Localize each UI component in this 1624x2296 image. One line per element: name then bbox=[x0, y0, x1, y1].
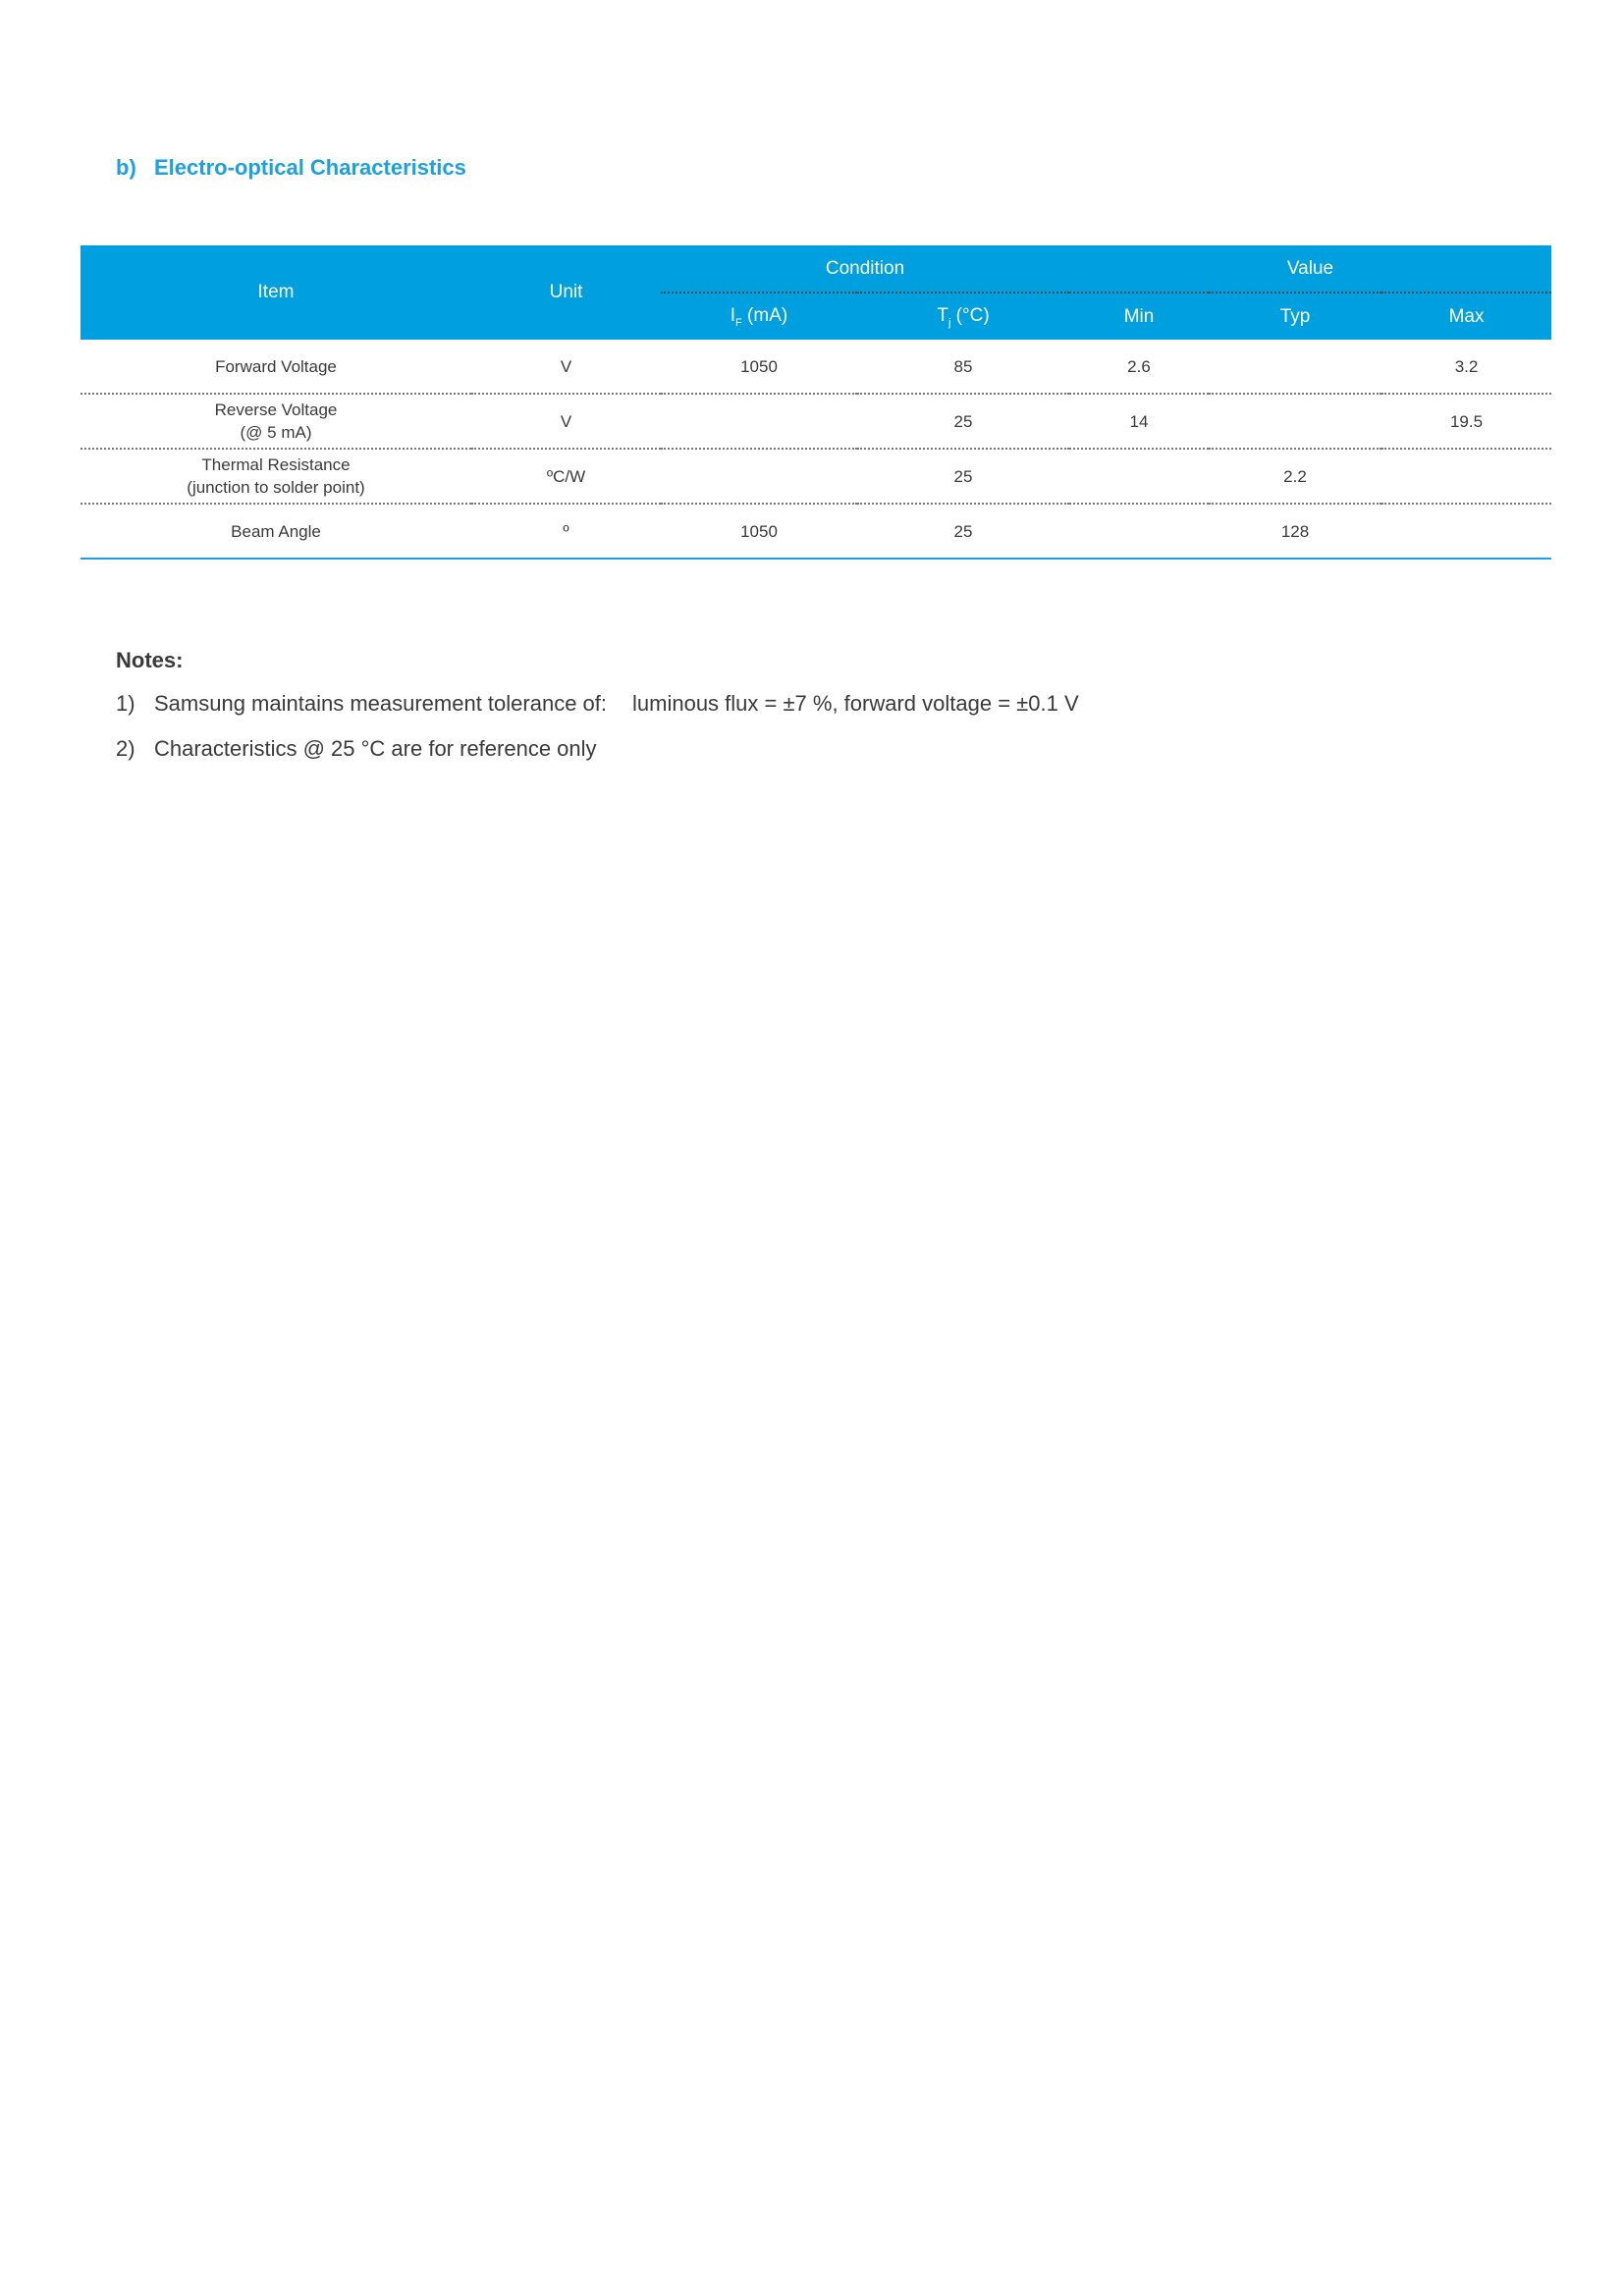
header-value: Value bbox=[1069, 245, 1551, 293]
cell-if bbox=[661, 449, 857, 504]
cell-unit: º bbox=[471, 504, 661, 559]
electro-optical-table bbox=[81, 245, 1551, 560]
note-number: 2) bbox=[116, 736, 135, 761]
header-tj: $T_j$ (°C) bbox=[857, 293, 1069, 340]
header-min: Min bbox=[1069, 293, 1209, 340]
notes-section bbox=[116, 648, 1079, 781]
cell-tj: 25 bbox=[857, 449, 1069, 504]
table-row bbox=[81, 449, 1551, 504]
note-item bbox=[116, 736, 1079, 781]
header-max: Max bbox=[1381, 293, 1551, 340]
header-if-subscript: F bbox=[735, 316, 742, 329]
cell-unit: ºC/W bbox=[471, 449, 661, 504]
note-number: 1) bbox=[116, 691, 135, 716]
section-title: Electro-optical Characteristics bbox=[154, 155, 466, 180]
cell-min: 2.6 bbox=[1069, 340, 1209, 394]
table-row bbox=[81, 504, 1551, 559]
cell-tj: 25 bbox=[857, 504, 1069, 559]
header-item: Item bbox=[81, 245, 471, 340]
cell-max bbox=[1381, 504, 1551, 559]
note-text: Samsung maintains measurement tolerance of: bbox=[154, 691, 608, 716]
note-text: Characteristics @ 25 °C are for reference only bbox=[154, 736, 597, 761]
cell-item bbox=[81, 340, 471, 394]
item-line: Reverse Voltage bbox=[214, 400, 338, 419]
note-item bbox=[116, 691, 1079, 736]
cell-tj: 85 bbox=[857, 340, 1069, 394]
item-line: Forward Voltage bbox=[215, 356, 337, 376]
header-condition: Condition bbox=[661, 245, 1069, 293]
cell-typ bbox=[1209, 394, 1381, 449]
table-header-row bbox=[81, 245, 1551, 293]
cell-typ bbox=[1209, 340, 1381, 394]
item-line: Thermal Resistance bbox=[201, 455, 351, 474]
cell-min: 14 bbox=[1069, 394, 1209, 449]
cell-min bbox=[1069, 449, 1209, 504]
cell-min bbox=[1069, 504, 1209, 559]
cell-if bbox=[661, 394, 857, 449]
cell-if: 1050 bbox=[661, 340, 857, 394]
section-heading bbox=[116, 155, 466, 181]
note-extra: luminous flux = ±7 %, forward voltage = ±0.1 V bbox=[632, 691, 1079, 716]
table-row bbox=[81, 394, 1551, 449]
cell-tj: 25 bbox=[857, 394, 1069, 449]
cell-max: 19.5 bbox=[1381, 394, 1551, 449]
cell-item bbox=[81, 394, 471, 449]
cell-max: 3.2 bbox=[1381, 340, 1551, 394]
item-line: (@ 5 mA) bbox=[240, 423, 312, 442]
table-row bbox=[81, 340, 1551, 394]
item-line: Beam Angle bbox=[231, 521, 321, 541]
cell-item bbox=[81, 504, 471, 559]
header-tj-subscript: j bbox=[947, 316, 951, 329]
cell-if: 1050 bbox=[661, 504, 857, 559]
notes-title: Notes: bbox=[116, 648, 184, 672]
cell-unit: V bbox=[471, 394, 661, 449]
section-marker: b) bbox=[116, 155, 136, 180]
item-line: (junction to solder point) bbox=[187, 478, 365, 497]
header-if: $I_F$ (mA) bbox=[661, 293, 857, 340]
cell-typ: 128 bbox=[1209, 504, 1381, 559]
cell-unit: V bbox=[471, 340, 661, 394]
cell-typ: 2.2 bbox=[1209, 449, 1381, 504]
header-unit: Unit bbox=[471, 245, 661, 340]
cell-item bbox=[81, 449, 471, 504]
cell-max bbox=[1381, 449, 1551, 504]
header-typ: Typ bbox=[1209, 293, 1381, 340]
